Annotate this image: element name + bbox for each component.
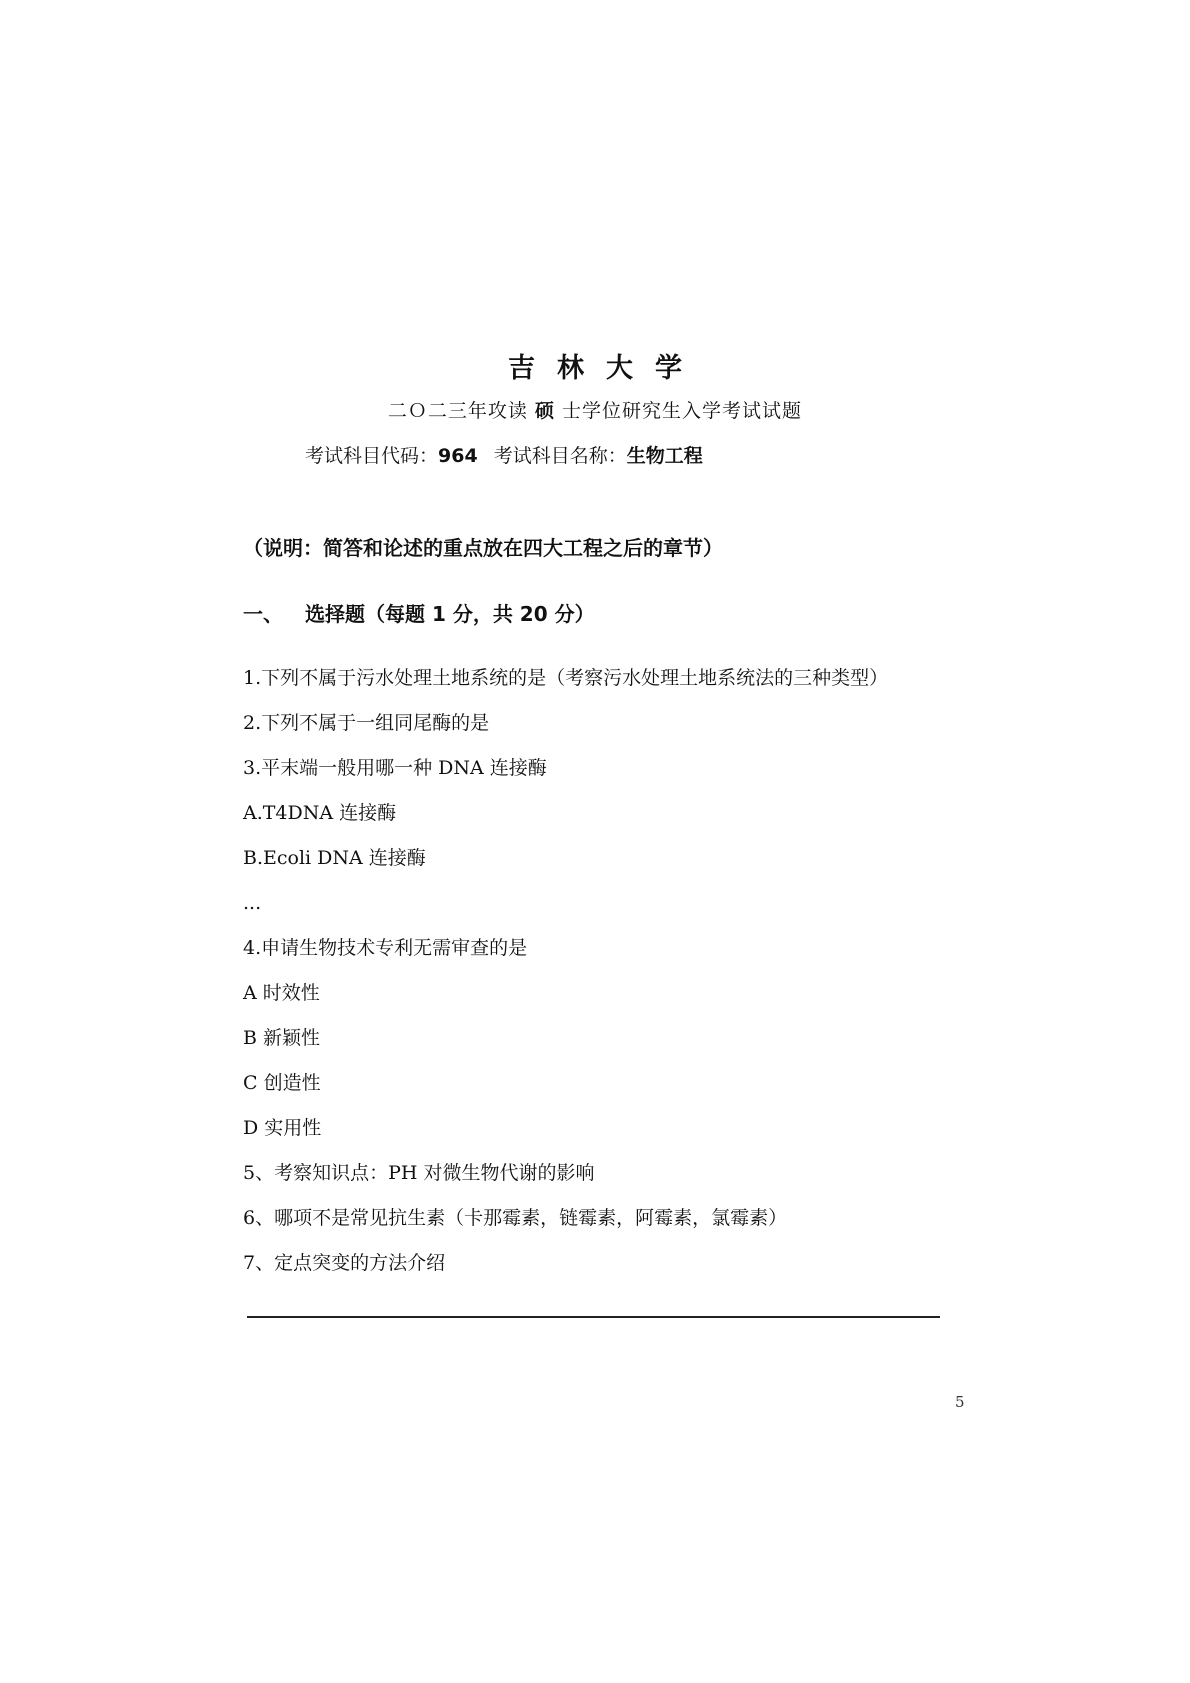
list-item: B.Ecoli DNA 连接酶 <box>243 847 426 869</box>
subtitle-rest: 士学位研究生入学考试试题 <box>562 400 803 422</box>
university-title: 吉林大学 <box>508 353 704 384</box>
subject-name-label: 考试科目名称： <box>493 445 627 467</box>
list-item: C 创造性 <box>243 1072 321 1094</box>
subtitle-year: 二Ｏ二三年攻读 <box>387 400 528 422</box>
list-item: 5、考察知识点：PH 对微生物代谢的影响 <box>243 1162 595 1184</box>
list-item: 7、定点突变的方法介绍 <box>243 1252 446 1274</box>
list-item: ... <box>243 892 262 914</box>
page-number: 5 <box>955 1393 965 1411</box>
divider-line <box>247 1316 940 1318</box>
exam-subtitle <box>0 396 1190 423</box>
subject-code-label: 考试科目代码： <box>305 445 439 467</box>
list-item: 1.下列不属于污水处理土地系统的是（考察污水处理土地系统法的三种类型） <box>243 667 889 689</box>
list-item: A 时效性 <box>243 982 320 1004</box>
section-number: 一、 <box>243 602 283 626</box>
section-title: 选择题（每题 1 分，共 20 分） <box>305 602 595 626</box>
section-heading <box>243 598 595 627</box>
subject-name-value: 生物工程 <box>626 445 703 467</box>
subtitle-degree: 硕 <box>534 400 555 422</box>
list-item: B 新颖性 <box>243 1027 321 1049</box>
list-item: 3.平末端一般用哪一种 DNA 连接酶 <box>243 757 547 779</box>
list-item: 4.申请生物技术专利无需审查的是 <box>243 937 528 959</box>
exam-note: （说明：简答和论述的重点放在四大工程之后的章节） <box>243 536 723 560</box>
list-item: D 实用性 <box>243 1117 322 1139</box>
exam-info <box>305 441 703 468</box>
list-item: 6、哪项不是常见抗生素（卡那霉素，链霉素，阿霉素，氯霉素） <box>243 1207 788 1229</box>
list-item: 2.下列不属于一组同尾酶的是 <box>243 712 490 734</box>
list-item: A.T4DNA 连接酶 <box>243 802 397 824</box>
subject-code-value: 964 <box>438 445 478 467</box>
question-list <box>243 665 888 1295</box>
